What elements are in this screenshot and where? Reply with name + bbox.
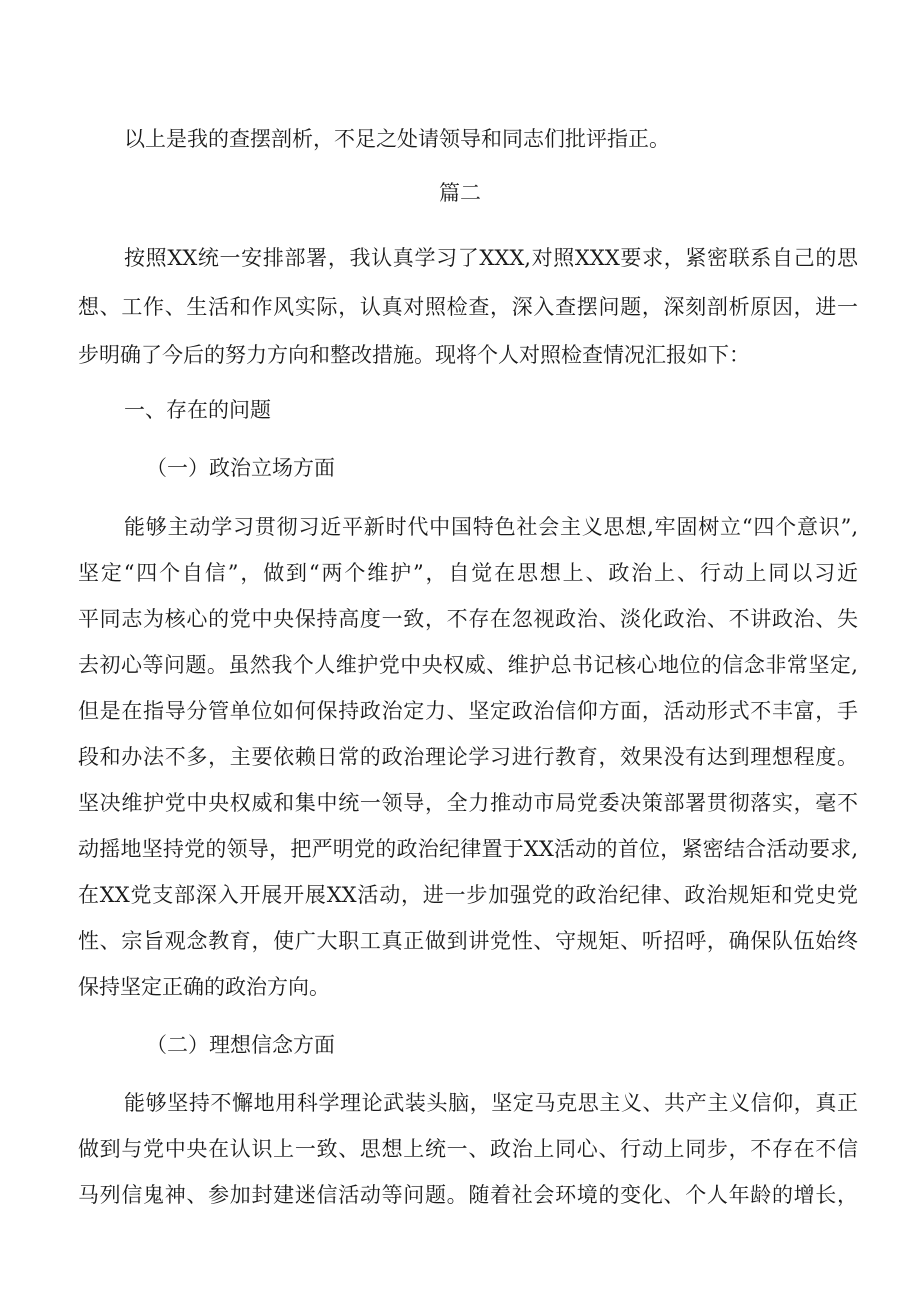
paragraph-line: 能够坚持不懈地用科学理论武装头脑，坚定马克思主义、共产主义信仰，真正 [124,1091,858,1115]
paragraph-line: 动摇地坚持党的领导，把严明党的政治纪律置于XX活动的首位，紧密结合活动要求, [78,837,858,861]
section-title: 篇二 [439,181,481,205]
paragraph-line: 马列信鬼神、参加封建迷信活动等问题。随着社会环境的变化、个人年龄的增长， [78,1183,858,1207]
intro-line: 步明确了今后的努力方向和整改措施。现将个人对照检查情况汇报如下： [78,343,750,367]
heading-problems: 一、存在的问题 [124,398,271,422]
paragraph-line: 能够主动学习贯彻习近平新时代中国特色社会主义思想,牢固树立“四个意识”, [124,515,858,539]
paragraph-line: 但是在指导分管单位如何保持政治定力、坚定政治信仰方面，活动形式不丰富，手 [78,699,858,723]
paragraph-line: 性、宗旨观念教育，使广大职工真正做到讲党性、守规矩、听招呼，确保队伍始终 [78,929,858,953]
paragraph-line: 坚决维护党中央权威和集中统一领导，全力推动市局党委决策部署贯彻落实，毫不 [78,791,858,815]
closing-line: 以上是我的查摆剖析，不足之处请领导和同志们批评指正。 [124,127,670,151]
subheading-ideals-beliefs: （二）理想信念方面 [146,1033,335,1057]
paragraph-line: 去初心等问题。虽然我个人维护党中央权威、维护总书记核心地位的信念非常坚定, [78,653,858,677]
intro-line: 按照XX统一安排部署，我认真学习了XXX,对照XXX要求，紧密联系自己的思 [124,246,858,270]
subheading-political-stance: （一）政治立场方面 [146,456,335,480]
paragraph-line: 平同志为核心的党中央保持高度一致，不存在忽视政治、淡化政治、不讲政治、失 [78,607,858,631]
paragraph-line: 段和办法不多，主要依赖日常的政治理论学习进行教育，效果没有达到理想程度。 [78,745,858,769]
intro-line: 想、工作、生活和作风实际，认真对照检查，深入查摆问题，深刻剖析原因，进一 [78,295,858,319]
paragraph-line: 在XX党支部深入开展开展XX活动，进一步加强党的政治纪律、政治规矩和党史党 [78,883,858,907]
paragraph-line: 保持坚定正确的政治方向。 [78,975,330,999]
paragraph-line: 做到与党中央在认识上一致、思想上统一、政治上同心、行动上同步，不存在不信 [78,1137,858,1161]
paragraph-line: 坚定“四个自信”，做到“两个维护”，自觉在思想上、政治上、行动上同以习近 [78,561,858,585]
